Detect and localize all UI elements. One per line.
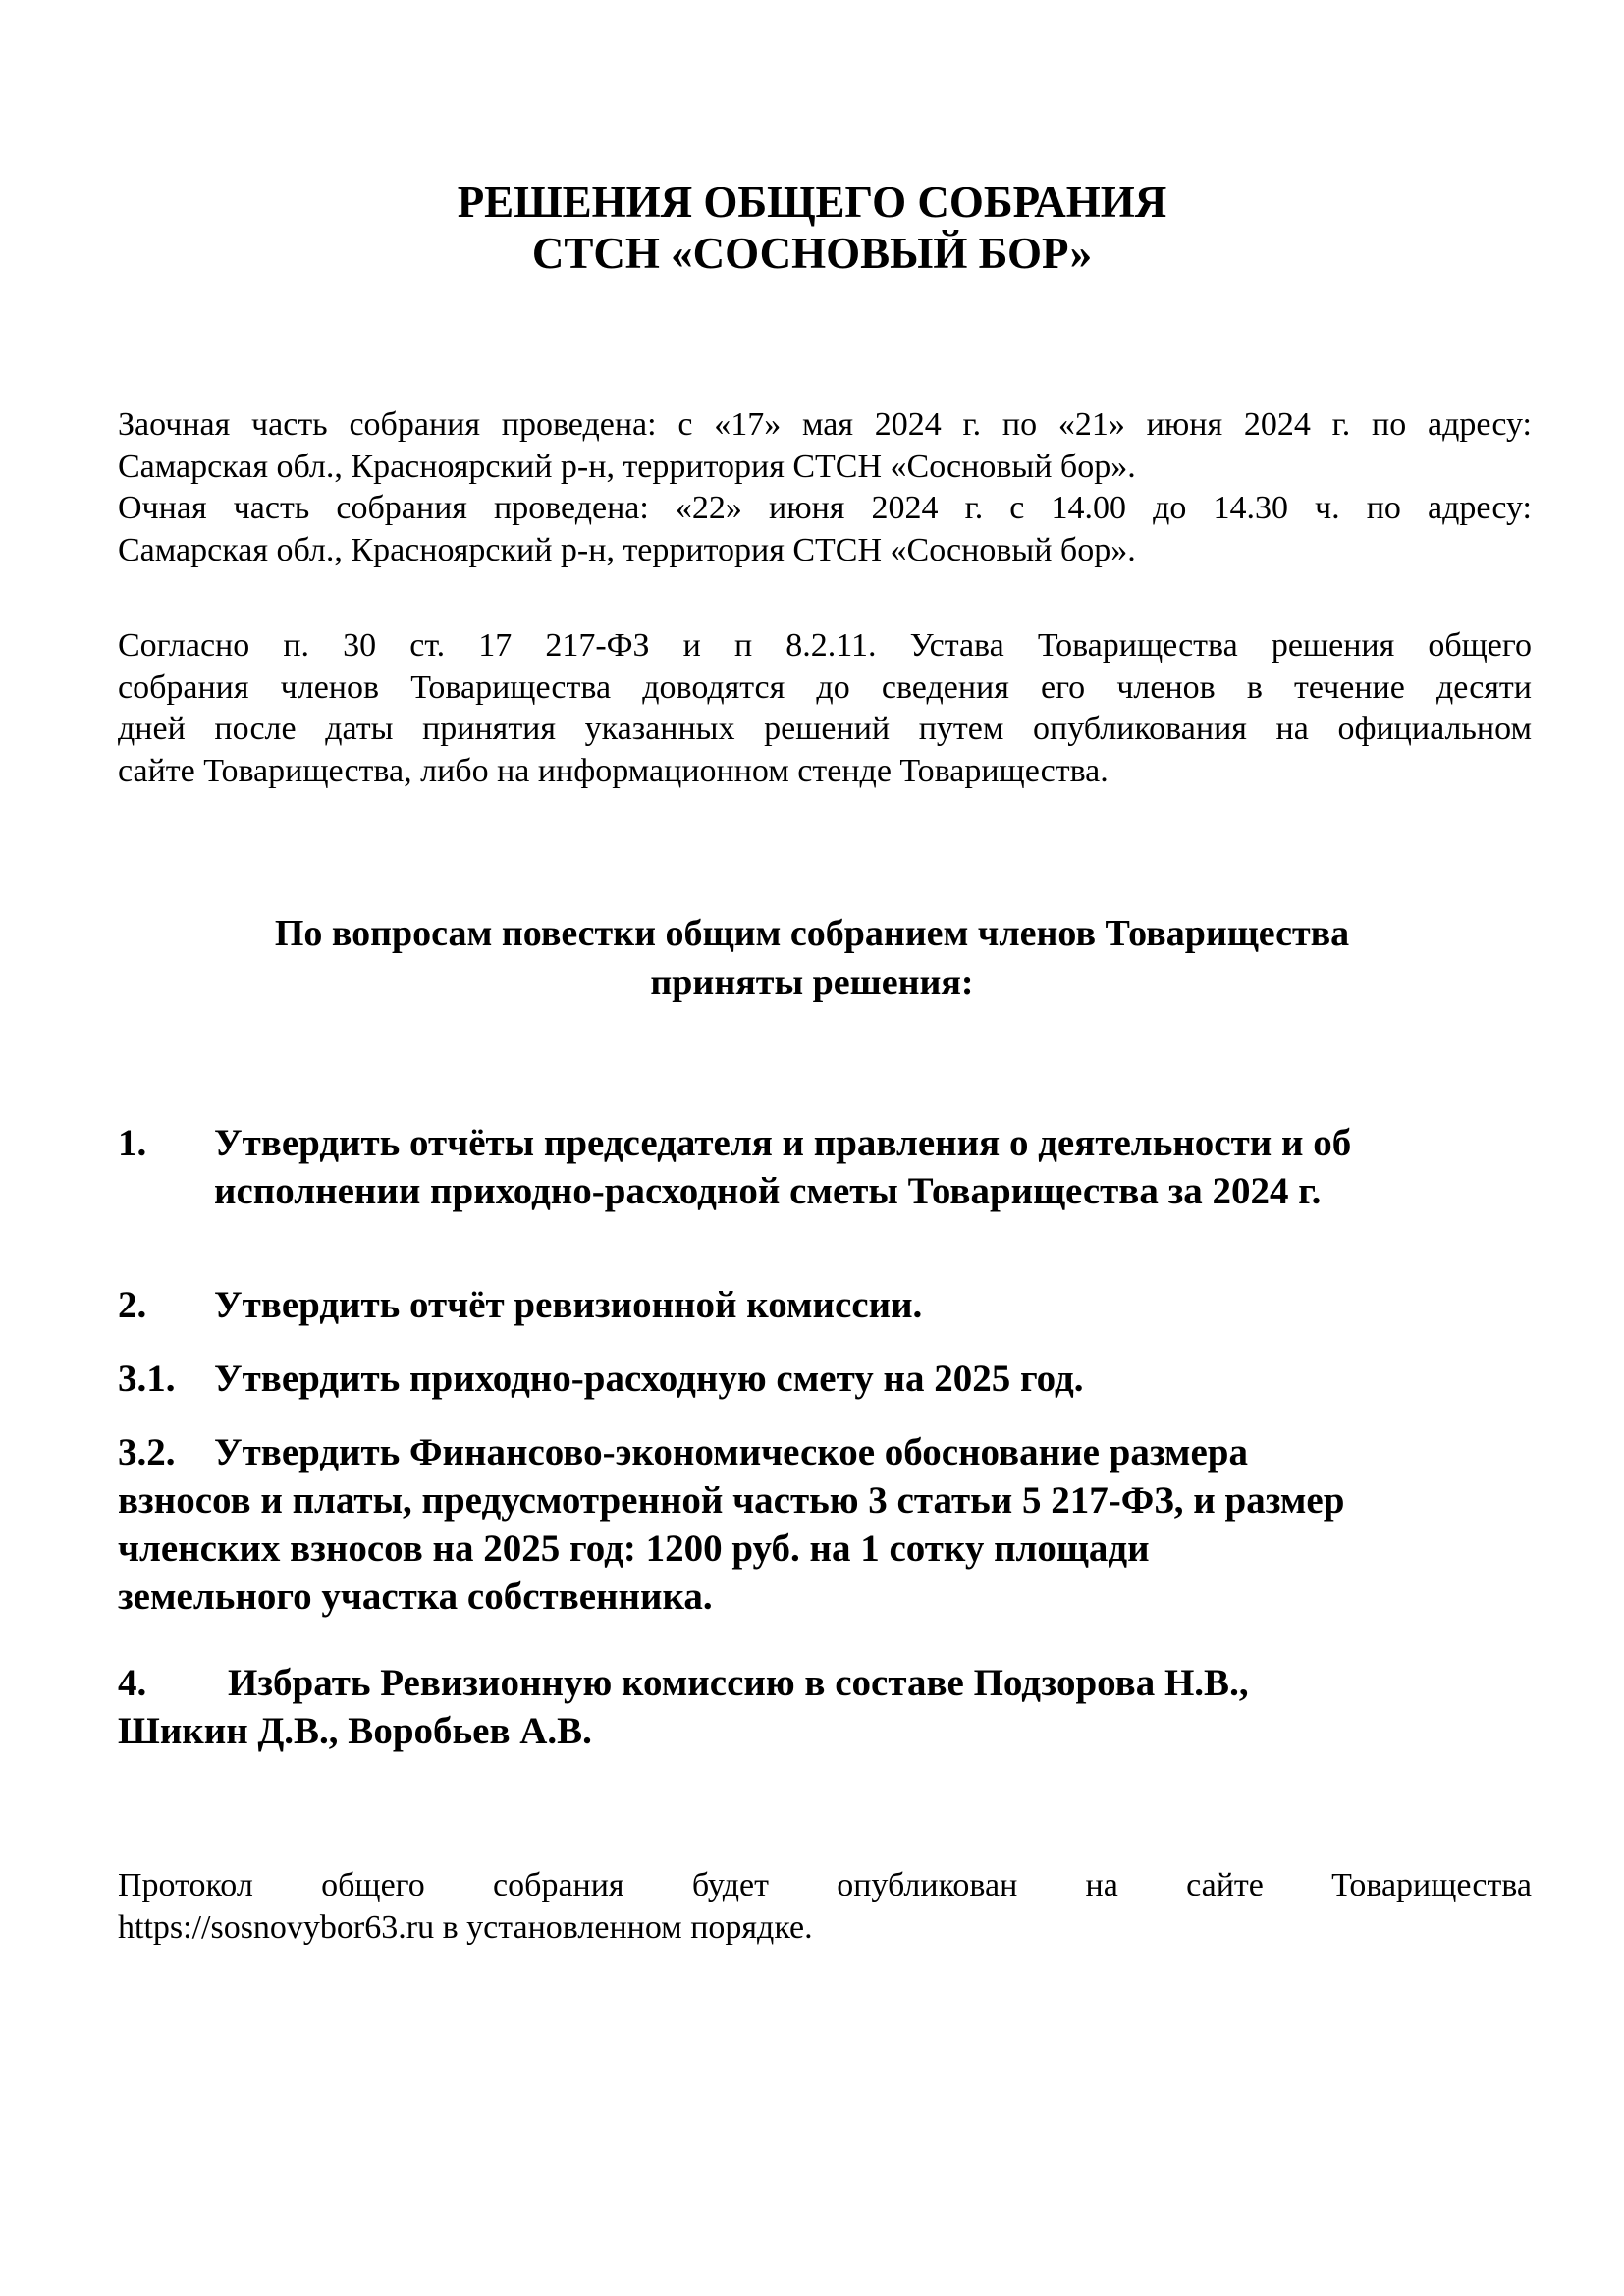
legal-basis-paragraph xyxy=(118,625,1532,793)
decision-number: 3.1. xyxy=(118,1358,176,1400)
decision-item-1 xyxy=(118,1119,1532,1215)
decision-text: Утвердить отчёты председателя и правления о деятельности и об xyxy=(214,1122,1352,1164)
decision-item-2 xyxy=(118,1281,1532,1329)
decision-text: Утвердить отчёт ревизионной комиссии. xyxy=(214,1284,923,1326)
decision-text: Шикин Д.В., Воробьев А.В. xyxy=(118,1710,592,1752)
meeting-info-line: Очная часть собрания проведена: «22» июня 2024 г. с 14.00 до 14.30 ч. по адресу: xyxy=(118,490,1532,527)
decision-number: 2. xyxy=(118,1284,147,1326)
meeting-info-line: Самарская обл., Красноярский р-н, территория СТСН «Сосновый бор». xyxy=(118,448,1136,485)
decisions-heading xyxy=(0,909,1624,1007)
decision-text: членских взносов на 2025 год: 1200 руб. на 1 сотку площади xyxy=(118,1527,1150,1570)
decision-item-3-1 xyxy=(118,1355,1532,1403)
decision-number: 4. xyxy=(118,1662,147,1704)
decision-text: земельного участка собственника. xyxy=(118,1575,713,1618)
footer-line-1: Протокол общего собрания будет опубликован на сайте Товарищества xyxy=(118,1867,1532,1903)
document-title xyxy=(0,177,1624,279)
legal-basis-line: дней после даты принятия указанных решений путем опубликования на официальном xyxy=(118,711,1532,748)
decision-text: исполнении приходно-расходной сметы Товарищества за 2024 г. xyxy=(214,1170,1322,1212)
decision-text: взносов и платы, предусмотренной частью 3 статьи 5 217-ФЗ, и размер xyxy=(118,1479,1345,1522)
decisions-heading-line-2: приняты решения: xyxy=(650,962,974,1003)
meeting-info-line: Самарская обл., Красноярский р-н, территория СТСН «Сосновый бор». xyxy=(118,532,1136,569)
legal-basis-line: собрания членов Товарищества доводятся до сведения его членов в течение десяти xyxy=(118,668,1532,706)
title-line-2: СТСН «СОСНОВЫЙ БОР» xyxy=(531,229,1093,278)
legal-basis-line: Согласно п. 30 ст. 17 217-ФЗ и п 8.2.11. Устава Товарищества решения общего xyxy=(118,627,1532,664)
decisions-heading-line-1: По вопросам повестки общим собранием членов Товарищества xyxy=(274,913,1350,954)
decision-number: 3.2. xyxy=(118,1431,176,1473)
decision-text: Избрать Ревизионную комиссию в составе Подзорова Н.В., xyxy=(228,1662,1249,1704)
decision-text: Утвердить приходно-расходную смету на 2025 год. xyxy=(214,1358,1084,1400)
decision-text: Утвердить Финансово-экономическое обоснование размера xyxy=(214,1431,1248,1473)
footer-line-2: https://sosnovybor63.ru в установленном порядке. xyxy=(118,1908,813,1946)
title-line-1: РЕШЕНИЯ ОБЩЕГО СОБРАНИЯ xyxy=(457,178,1167,227)
meeting-info-line: Заочная часть собрания проведена: с «17» мая 2024 г. по «21» июня 2024 г. по адресу: xyxy=(118,406,1532,443)
footer-paragraph xyxy=(118,1865,1532,1949)
decision-number: 1. xyxy=(118,1122,147,1164)
decision-item-4 xyxy=(118,1659,1532,1755)
legal-basis-line: сайте Товарищества, либо на информационном стенде Товарищества. xyxy=(118,753,1109,790)
decision-item-3-2 xyxy=(118,1428,1532,1621)
meeting-info-paragraph xyxy=(118,404,1532,572)
